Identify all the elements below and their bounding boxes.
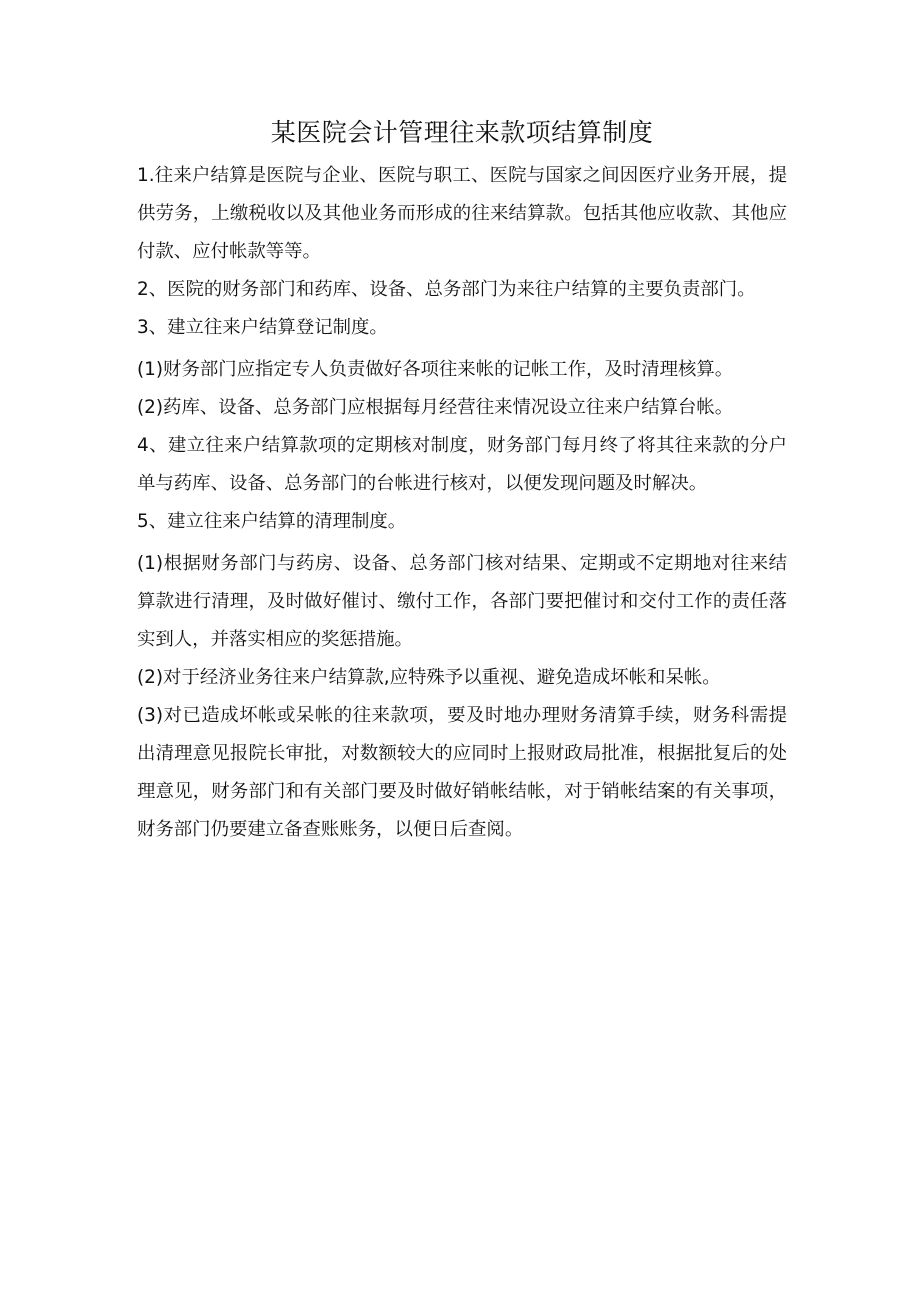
- paragraph-2: 2、医院的财务部门和药库、设备、总务部门为来往户结算的主要负责部门。: [137, 279, 756, 300]
- paragraph-1: 1.往来户结算是医院与企业、医院与职工、医院与国家之间因医疗业务开展，提供劳务，上缴税收以及其他业务而形成的往来结算款。包括其他应收款、其他应付款、应付帐款等等。: [137, 165, 787, 262]
- paragraph-3-1: (1)财务部门应指定专人负责做好各项往来帐的记帐工作，及时清理核算。: [137, 359, 734, 380]
- paragraph-5-1: (1)根据财务部门与药房、设备、总务部门核对结果、定期或不定期地对往来结算款进行清理，及时做好催讨、缴付工作，各部门要把催讨和交付工作的责任落实到人，并落实相应的奖惩措施。: [137, 553, 787, 650]
- paragraph-5-2: (2)对于经济业务往来户结算款,应特殊予以重视、避免造成坏帐和呆帐。: [137, 667, 721, 688]
- paragraph-3-2: (2)药库、设备、总务部门应根据每月经营往来情况设立往来户结算台帐。: [137, 397, 734, 418]
- paragraph-4: 4、建立往来户结算款项的定期核对制度，财务部门每月终了将其往来款的分户单与药库、设备、总务部门的台帐进行核对，以便发现问题及时解决。: [137, 435, 787, 494]
- paragraph-5: 5、建立往来户结算的清理制度。: [137, 511, 407, 532]
- document-title: 某医院会计管理往来款项结算制度: [270, 118, 654, 147]
- document-page: [137, 113, 787, 849]
- paragraph-5-3: (3)对已造成坏帐或呆帐的往来款项，要及时地办理财务清算手续，财务科需提出清理意见报院长审批，对数额较大的应同时上报财政局批准，根据批复后的处理意见，财务部门和有关部门要及时做好销帐结帐，对于销帐结案的有关事项，财务部门仍要建立备查账账务，以便日后查阅。: [137, 705, 787, 840]
- paragraph-3: 3、建立往来户结算登记制度。: [137, 317, 388, 338]
